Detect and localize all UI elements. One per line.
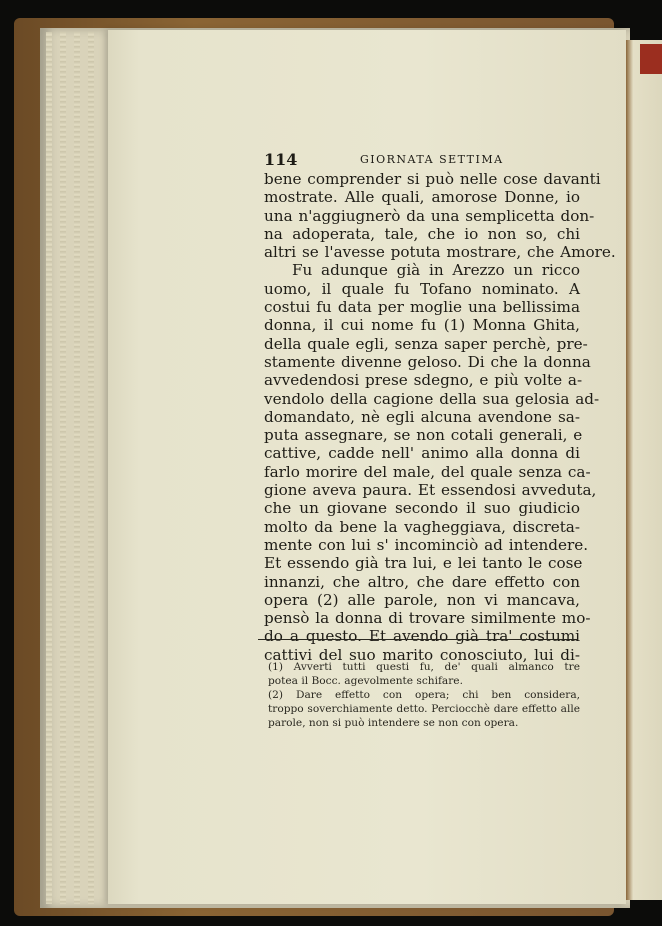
footnote-rule xyxy=(258,639,578,640)
text-line: che un giovane secondo il suo giudicio xyxy=(264,499,580,518)
footnote-line: potea il Bocc. agevolmente schifare. xyxy=(268,675,463,687)
text-line: avvedendosi prese sdegno, e più volte a- xyxy=(264,371,583,390)
running-head xyxy=(264,150,580,170)
text-line: stamente divenne geloso. Di che la donna xyxy=(264,352,591,371)
page-edge xyxy=(60,32,66,904)
page-edge xyxy=(74,32,80,904)
text-line: mostrate. Alle quali, amorose Donne, io xyxy=(264,188,580,207)
text-line: vendolo della cagione della sua gelosia ad- xyxy=(264,389,600,408)
text-line: della quale egli, senza saper perchè, pre- xyxy=(264,334,588,353)
text-line: donna, il cui nome fu (1) Monna Ghita, xyxy=(264,316,580,335)
text-line: Fu adunque già in Arezzo un ricco xyxy=(292,261,580,280)
footnote-line: (2) Dare effetto con opera; chi ben considera, xyxy=(268,689,580,701)
text-line: costui fu data per moglie una bellissima xyxy=(264,298,580,317)
text-line: mente con lui s' incominciò ad intendere. xyxy=(264,535,589,554)
text-line: una n'aggiugnerò da una semplicetta don- xyxy=(264,206,595,225)
text-line: domandato, nè egli alcuna avendone sa- xyxy=(264,407,580,426)
text-line: uomo, il quale fu Tofano nominato. A xyxy=(264,279,580,298)
text-line: molto da bene la vagheggiava, discreta- xyxy=(264,517,580,536)
text-line: pensò la donna di trovare similmente mo- xyxy=(264,609,591,628)
text-line: opera (2) alle parole, non vi mancava, xyxy=(264,590,580,609)
running-title: GIORNATA SETTIMA xyxy=(360,153,504,166)
facing-cover-corner xyxy=(640,44,662,74)
text-line: do a questo. Et avendo già tra' costumi xyxy=(264,627,580,646)
text-line: na adoperata, tale, che io non so, chi xyxy=(264,224,580,243)
text-line: cattive, cadde nell' animo alla donna di xyxy=(264,444,580,463)
page-edge xyxy=(46,32,52,904)
footnote-line: parole, non si può intendere se non con opera. xyxy=(268,717,519,729)
footnote-line: (1) Avverti tutti questi fu, de' quali almanco tre xyxy=(268,661,580,673)
text-line: bene comprender si può nelle cose davanti xyxy=(264,170,601,188)
text-line: puta assegnare, se non cotali generali, e xyxy=(264,426,583,445)
text-line: Et essendo già tra lui, e lei tanto le cose xyxy=(264,554,583,573)
facing-page-edge xyxy=(626,40,662,900)
text-line: gione aveva paura. Et essendosi avveduta, xyxy=(264,481,597,500)
page-text xyxy=(264,150,616,664)
page-edge xyxy=(88,32,94,904)
text-line: innanzi, che altro, che dare effetto con xyxy=(264,572,580,591)
text-line: farlo morire del male, del quale senza ca- xyxy=(264,462,591,481)
footnote-line: troppo soverchiamente detto. Perciocchè dare effetto alle xyxy=(268,703,580,715)
page-number: 114 xyxy=(264,150,298,169)
footnotes xyxy=(268,660,580,730)
text-line: altri se l'avesse potuta mostrare, che Amore. xyxy=(264,243,616,262)
text-line: cattivi del suo marito conosciuto, lui di- xyxy=(264,645,580,664)
